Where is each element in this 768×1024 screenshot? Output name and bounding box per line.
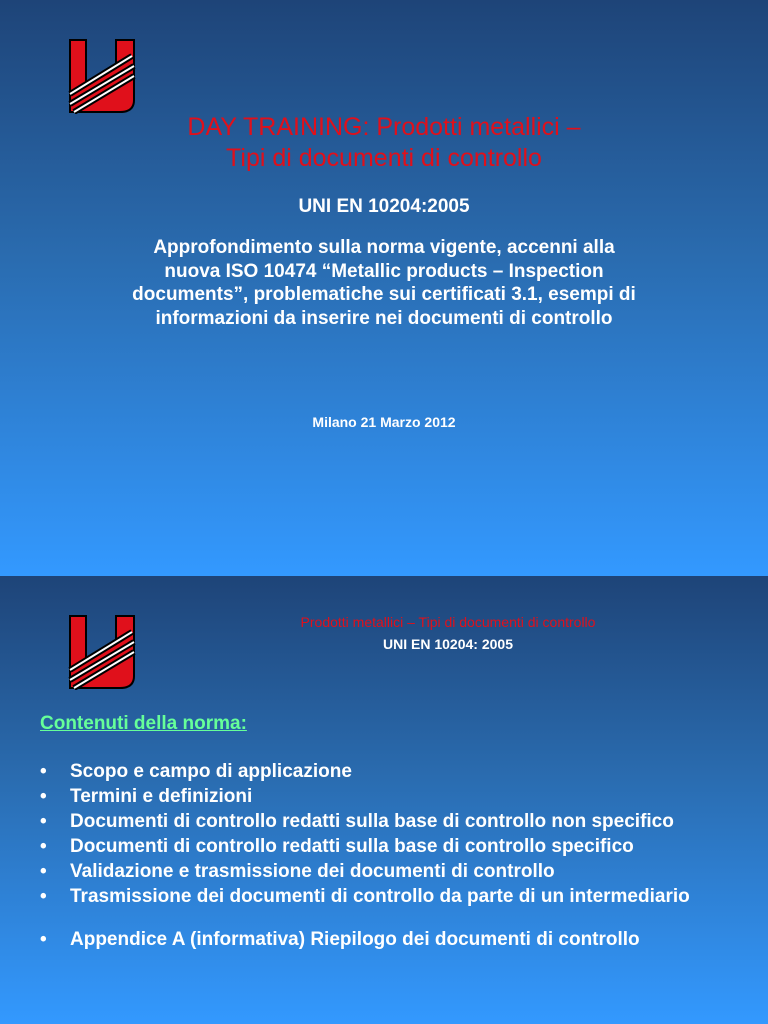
event-date: Milano 21 Marzo 2012: [312, 414, 456, 430]
bullet-icon: •: [40, 929, 47, 950]
list-item: • Appendice A (informativa) Riepilogo dei documenti di controllo: [40, 929, 640, 950]
slide-header-title: Prodotti metallici – Tipi di documenti di controllo: [300, 614, 596, 630]
slide-title-line-1: DAY TRAINING: Prodotti metallici –: [187, 113, 581, 141]
slide-title: [0, 112, 768, 174]
bullet-icon: •: [40, 886, 47, 907]
bullet-icon: •: [40, 761, 47, 782]
standard-code: UNI EN 10204:2005: [298, 196, 470, 217]
bullet-icon: •: [40, 836, 47, 857]
slide-2: [0, 576, 768, 1024]
bullet-icon: •: [40, 786, 47, 807]
bullet-icon: •: [40, 861, 47, 882]
section-heading: Contenuti della norma:: [40, 713, 247, 734]
list-item: • Documenti di controllo redatti sulla base di controllo specifico: [40, 836, 634, 857]
list-item: • Trasmissione dei documenti di controllo da parte di un intermediario: [40, 886, 690, 907]
bullet-icon: •: [40, 811, 47, 832]
list-item: • Validazione e trasmissione dei documenti di controllo: [40, 861, 555, 882]
slide-header-standard: UNI EN 10204: 2005: [383, 636, 513, 652]
list-item: • Documenti di controllo redatti sulla base di controllo non specifico: [40, 811, 674, 832]
slide-title-line-2: Tipi di documenti di controllo: [226, 144, 542, 172]
slide-description: Approfondimento sulla norma vigente, accenni alla nuova ISO 10474 “Metallic products – Inspection documents”, problematiche sui certificati 3.1, esempi di informazioni da inserire nei documenti di controllo: [132, 237, 636, 329]
contents-list: [40, 762, 740, 955]
company-logo: [68, 38, 136, 114]
list-item: • Termini e definizioni: [40, 786, 253, 807]
list-item: • Scopo e campo di applicazione: [40, 761, 352, 782]
